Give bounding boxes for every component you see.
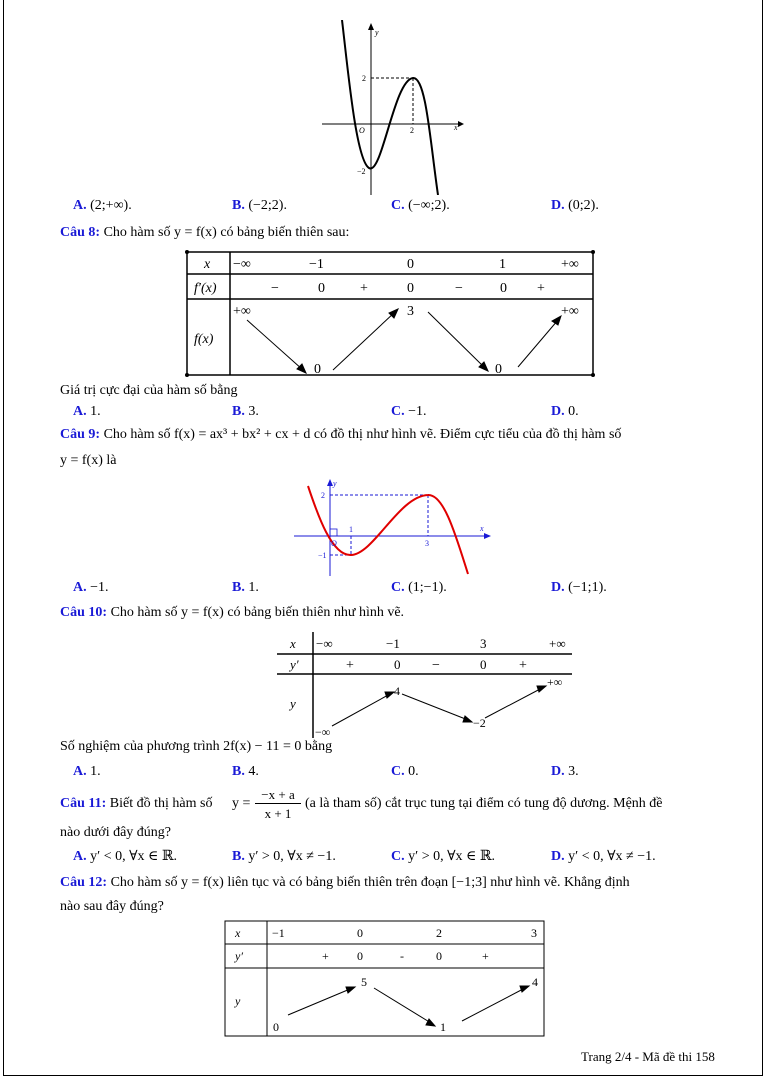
q11-fraction-denominator: x + 1 xyxy=(264,806,292,821)
q8-answer-c[interactable] xyxy=(391,404,427,420)
q10-x-0: −∞ xyxy=(316,636,333,651)
q10-label: Câu 10: xyxy=(60,605,108,620)
q8-c-text: −1. xyxy=(408,404,427,419)
q8-fp-2: + xyxy=(360,281,368,296)
q10-a-label: A. xyxy=(73,764,87,779)
q8-f-3: 0 xyxy=(495,362,502,377)
q9-stem-line2: y = f(x) là xyxy=(60,453,117,468)
q9-answer-a[interactable] xyxy=(73,580,109,596)
q10-x-3: +∞ xyxy=(549,636,566,651)
q7-c-label: C. xyxy=(391,198,405,213)
q10-text: Cho hàm số y = f(x) có bảng biến thiên như hình vẽ. xyxy=(110,605,405,620)
graph1-x-label: x xyxy=(454,123,458,132)
q9-d-text: (−1;1). xyxy=(568,580,607,595)
q12-label: Câu 12: xyxy=(60,875,108,890)
q12-variation-table xyxy=(224,920,546,1038)
q7-a-text: (2;+∞). xyxy=(90,198,132,213)
q12-stem-line2: nào sau đây đúng? xyxy=(60,899,164,914)
q12-text1: Cho hàm số y = f(x) liên tục và có bảng biến thiên trên đoạn [−1;3] như hình vẽ. Khẳng định xyxy=(110,875,630,890)
q11-answer-c[interactable] xyxy=(391,848,495,865)
q11-d-label: D. xyxy=(551,849,565,864)
q11-answer-a[interactable] xyxy=(73,848,177,865)
q7-b-label: B. xyxy=(232,198,245,213)
q10-answer-c[interactable] xyxy=(391,764,419,780)
q11-a-text: y′ < 0, ∀x ∈ ℝ. xyxy=(90,849,178,864)
q8-fp-3: 0 xyxy=(407,281,414,296)
q9-c-label: C. xyxy=(391,580,405,595)
q10-b-text: 4. xyxy=(248,764,259,779)
q10-y-0: −∞ xyxy=(315,725,331,739)
q12-yp-4: + xyxy=(482,949,489,963)
q9-graph-origin: O xyxy=(331,539,337,548)
q11-b-text: y′ > 0, ∀x ≠ −1. xyxy=(248,849,336,864)
q8-fp-0: − xyxy=(271,281,279,296)
q8-x-0: −∞ xyxy=(233,257,251,272)
q11-fraction-numerator: −x + a xyxy=(255,787,301,804)
q9-graph-one: 1 xyxy=(349,525,353,534)
q8-f-4: +∞ xyxy=(561,304,579,319)
q9-graph xyxy=(294,476,494,576)
q12-yp-head: y′ xyxy=(235,949,243,963)
q8-question: Giá trị cực đại của hàm số bằng xyxy=(60,383,238,398)
q8-x-4: +∞ xyxy=(561,257,579,272)
q10-x-1: −1 xyxy=(386,636,400,651)
q10-yp-2: − xyxy=(432,658,440,673)
q10-yp-3: 0 xyxy=(480,657,487,672)
q8-fp-4: − xyxy=(455,281,463,296)
q9-answer-d[interactable] xyxy=(551,580,607,596)
q9-graph-y: y xyxy=(333,479,337,488)
q8-x-2: 0 xyxy=(407,257,414,272)
q10-y-head: y xyxy=(290,696,296,711)
q7-answer-d[interactable] xyxy=(551,198,599,214)
q11-answer-d[interactable] xyxy=(551,848,656,865)
q7-graph xyxy=(318,20,468,195)
q7-d-text: (0;2). xyxy=(568,198,599,213)
q10-stem xyxy=(60,605,404,621)
q9-answer-c[interactable] xyxy=(391,580,447,596)
q11-a-label: A. xyxy=(73,849,87,864)
q8-answer-d[interactable] xyxy=(551,404,579,420)
q12-x-3: 3 xyxy=(531,926,537,940)
q10-answer-b[interactable] xyxy=(232,764,259,780)
q10-d-label: D. xyxy=(551,764,565,779)
q10-b-label: B. xyxy=(232,764,245,779)
q8-a-text: 1. xyxy=(90,404,101,419)
q8-c-label: C. xyxy=(391,404,405,419)
q8-d-label: D. xyxy=(551,404,565,419)
q9-label: Câu 9: xyxy=(60,427,101,442)
q12-y-0: 0 xyxy=(273,1020,279,1034)
q11-text-pre: Biết đồ thị hàm số xyxy=(109,796,213,811)
q9-text1: Cho hàm số f(x) = ax³ + bx² + cx + d có đồ thị như hình vẽ. Điểm cực tiểu của đồ thị hàm số xyxy=(103,427,622,442)
q9-b-text: 1. xyxy=(248,580,259,595)
q11-label: Câu 11: xyxy=(60,796,107,811)
q7-answer-a[interactable] xyxy=(73,198,132,214)
q8-fp-1: 0 xyxy=(318,281,325,296)
q8-answer-a[interactable] xyxy=(73,404,101,420)
q10-d-text: 3. xyxy=(568,764,579,779)
q9-a-text: −1. xyxy=(90,580,109,595)
q8-text: Cho hàm số y = f(x) có bảng biến thiên sau: xyxy=(103,225,350,240)
q8-x-3: 1 xyxy=(499,257,506,272)
q12-x-0: −1 xyxy=(272,926,285,940)
q9-graph-two: 2 xyxy=(321,491,325,500)
q12-y-head: y xyxy=(235,994,241,1008)
q12-x-2: 2 xyxy=(436,926,442,940)
q10-y-3: +∞ xyxy=(547,675,563,689)
q9-answer-b[interactable] xyxy=(232,580,259,596)
q11-c-label: C. xyxy=(391,849,405,864)
q12-x-1: 0 xyxy=(357,926,363,940)
graph1-origin: O xyxy=(359,126,365,135)
q10-answer-d[interactable] xyxy=(551,764,579,780)
q8-b-label: B. xyxy=(232,404,245,419)
q11-stem-line2: nào dưới đây đúng? xyxy=(60,825,172,840)
q11-text-post: (a là tham số) cắt trục tung tại điểm có tung độ dương. Mệnh đề xyxy=(305,796,663,811)
q11-b-label: B. xyxy=(232,849,245,864)
q10-y-1: 4 xyxy=(394,684,400,698)
q11-stem-line1 xyxy=(60,796,212,812)
q7-b-text: (−2;2). xyxy=(248,198,287,213)
q8-x-1: −1 xyxy=(309,257,324,272)
q9-b-label: B. xyxy=(232,580,245,595)
q12-yp-2: - xyxy=(400,949,404,963)
q12-yp-3: 0 xyxy=(436,949,442,963)
graph1-y2: 2 xyxy=(362,74,366,83)
q8-f-1: 0 xyxy=(314,362,321,377)
q12-y-3: 4 xyxy=(532,975,538,989)
q8-fp-6: + xyxy=(537,281,545,296)
q7-answer-c[interactable] xyxy=(391,198,450,214)
q10-yp-head: y′ xyxy=(290,657,299,672)
q8-a-label: A. xyxy=(73,404,87,419)
q8-variation-table xyxy=(185,250,597,378)
q7-c-text: (−∞;2). xyxy=(408,198,450,213)
q8-fp-head: f′(x) xyxy=(194,281,217,296)
q10-yp-1: 0 xyxy=(394,657,401,672)
q12-yp-0: + xyxy=(322,949,329,963)
q8-b-text: 3. xyxy=(248,404,259,419)
q8-d-text: 0. xyxy=(568,404,579,419)
q11-c-text: y′ > 0, ∀x ∈ ℝ. xyxy=(408,849,496,864)
q10-y-2: −2 xyxy=(473,716,486,730)
q12-stem-line1 xyxy=(60,875,630,891)
q7-answer-b[interactable] xyxy=(232,198,287,214)
q9-graph-x: x xyxy=(480,524,484,533)
q10-yp-4: + xyxy=(519,658,527,673)
page-footer: Trang 2/4 - Mã đề thi 158 xyxy=(581,1049,715,1064)
q8-fp-5: 0 xyxy=(500,281,507,296)
q10-answer-a[interactable] xyxy=(73,764,101,780)
q8-f-2: 3 xyxy=(407,304,414,319)
q8-f-0: +∞ xyxy=(233,304,251,319)
q8-label: Câu 8: xyxy=(60,225,101,240)
q12-yp-1: 0 xyxy=(357,949,363,963)
graph1-neg2: −2 xyxy=(357,167,366,176)
q9-d-label: D. xyxy=(551,580,565,595)
q9-a-label: A. xyxy=(73,580,87,595)
q10-c-text: 0. xyxy=(408,764,419,779)
q7-a-label: A. xyxy=(73,198,87,213)
q8-stem xyxy=(60,225,349,241)
q10-x-2: 3 xyxy=(480,636,487,651)
q8-answer-b[interactable] xyxy=(232,404,259,420)
graph1-x2: 2 xyxy=(410,126,414,135)
q7-d-label: D. xyxy=(551,198,565,213)
q9-graph-neg1: −1 xyxy=(318,551,327,560)
q12-y-1: 5 xyxy=(361,975,367,989)
q9-graph-three: 3 xyxy=(425,539,429,548)
q12-y-2: 1 xyxy=(440,1020,446,1034)
q10-variation-table xyxy=(277,632,577,740)
q8-x-head: x xyxy=(204,257,211,272)
q12-x-head: x xyxy=(235,926,241,940)
q10-c-label: C. xyxy=(391,764,405,779)
q10-yp-0: + xyxy=(346,658,354,673)
graph1-y-label: y xyxy=(375,28,379,37)
q10-a-text: 1. xyxy=(90,764,101,779)
q10-question: Số nghiệm của phương trình 2f(x) − 11 = 0 bằng xyxy=(60,739,333,754)
q8-f-head: f(x) xyxy=(194,332,214,347)
q11-d-text: y′ < 0, ∀x ≠ −1. xyxy=(568,849,656,864)
q11-answer-b[interactable] xyxy=(232,848,336,865)
q9-stem-line1 xyxy=(60,427,621,443)
q11-fraction-lhs: y = xyxy=(232,796,251,811)
q10-x-head: x xyxy=(290,636,296,651)
q9-c-text: (1;−1). xyxy=(408,580,447,595)
